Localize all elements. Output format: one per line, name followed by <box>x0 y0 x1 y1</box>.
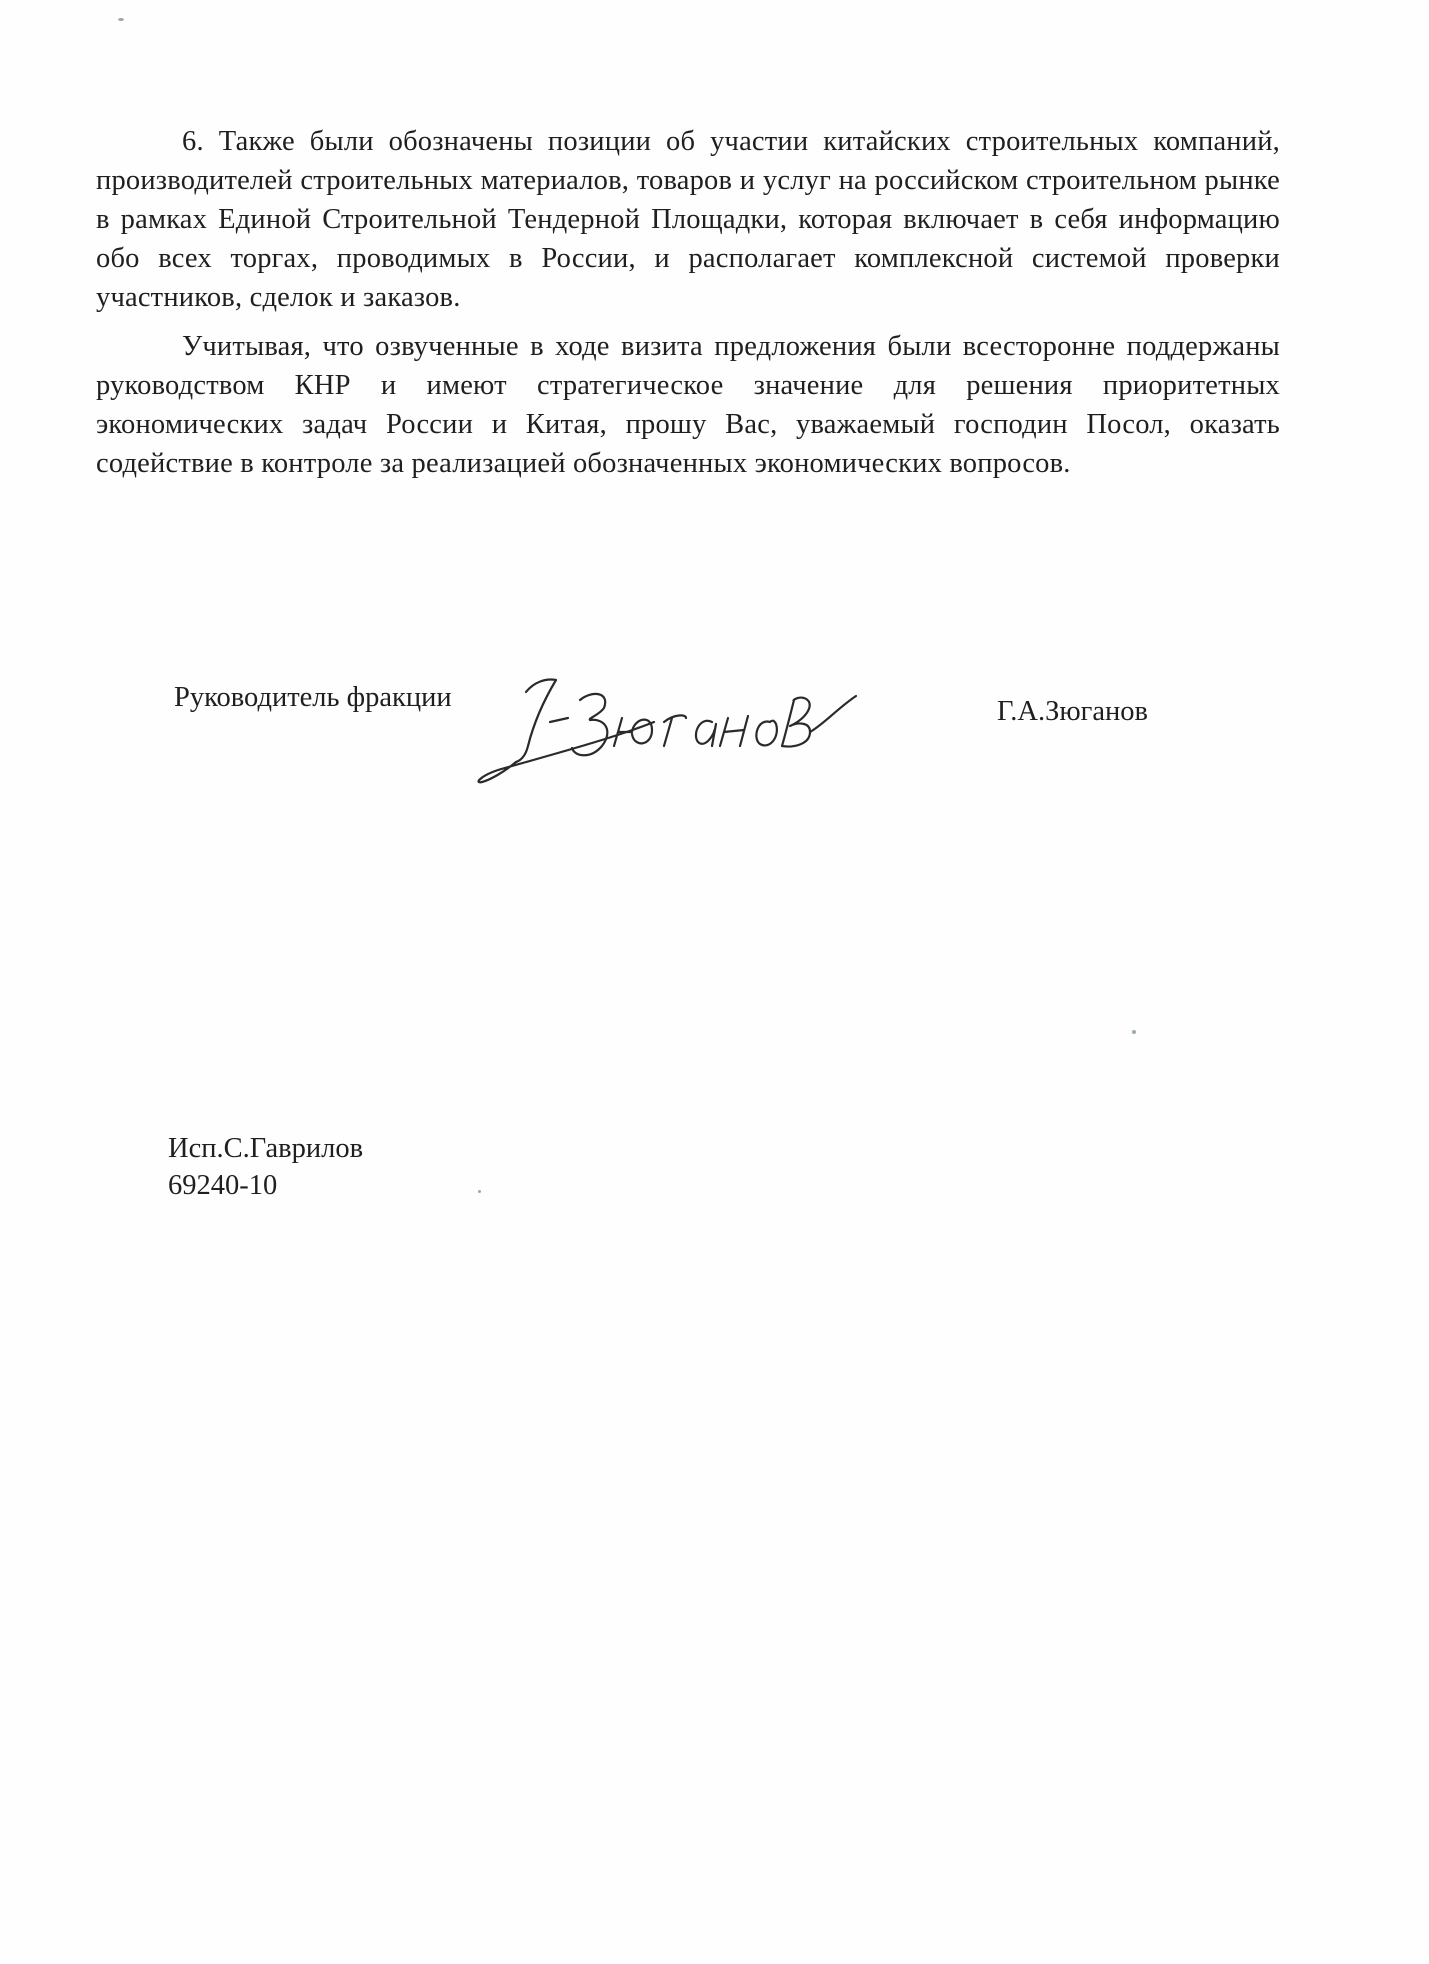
signature-block <box>174 682 1194 802</box>
letter-body <box>96 122 1280 483</box>
handwritten-signature <box>464 652 924 792</box>
scan-speck <box>1132 1030 1136 1034</box>
signatory-title: Руководитель фракции <box>174 682 452 713</box>
executor-info <box>168 1130 363 1204</box>
executor-name: Исп.С.Гаврилов <box>168 1133 364 1164</box>
scan-speck <box>478 1190 481 1193</box>
paragraph-request: Учитывая, что озвученные в ходе визита предложения были всесторонне поддержаны руководством КНР и имеют стратегическое значение для решения приоритетных экономических задач России и Китая, прошу Вас, уважаемый господин Посол, оказать содействие в контроле за реализацией обозначенных экономических вопросов. <box>96 331 1280 479</box>
executor-phone: 69240-10 <box>168 1170 278 1201</box>
paragraph-6: 6. Также были обозначены позиции об участии китайских строительных компаний, производителей строительных материалов, товаров и услуг на российском строительном рынке в рамках Единой Строительной Тендерной Площадки, которая включает в себя информацию обо всех торгах, проводимых в России, и располагает комплексной системой проверки участников, сделок и заказов. <box>96 126 1280 313</box>
signatory-name: Г.А.Зюганов <box>997 696 1148 727</box>
scan-speck <box>118 18 124 21</box>
